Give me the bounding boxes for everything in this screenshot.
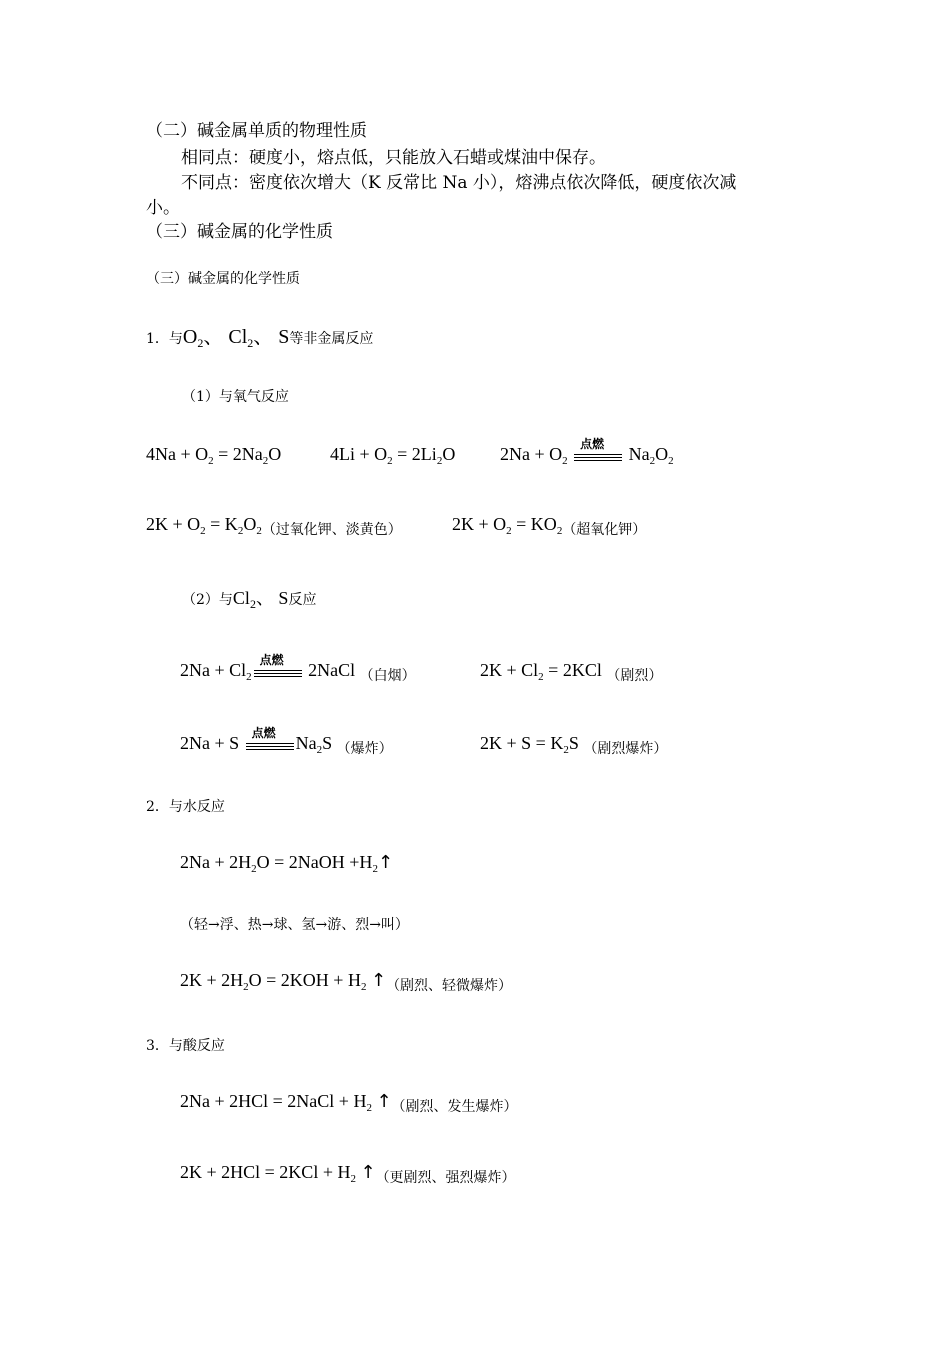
sub1-oxygen: （1）与氧气反应 [182,389,289,405]
part2-title: 2．与水反应 [146,799,225,815]
diff-points-line1: 不同点：密度依次增大（K 反常比 Na 小），熔沸点依次降低，硬度依次减 [181,173,737,193]
part1-title-prefix: 1．与 [146,331,183,347]
eq-k-cl2: $2K + Cl_2 = 2KCl$ $_{(剧烈)}$ [480,660,663,684]
gas-arrow-icon: ↑ [376,1091,392,1112]
gas-arrow-icon: ↑ [370,970,387,991]
note-k2o2: （过氧化钾、淡黄色） [261,522,402,538]
eq-k-s: $2K + S = K_2S$ $_{(剧烈爆炸)}$ [480,733,668,757]
ignite-condition: 点燃 [246,736,294,754]
eq-na-s: 2Na + S 点燃 $Na_2S$ $_{(爆炸)}$ [180,725,393,757]
note-ko2: （超氧化钾） [562,522,647,538]
ignite-condition: 点燃 [574,447,622,465]
sub2-title [182,584,316,610]
nonmetal-symbols: $O_2$、 $Cl_2$、 S [182,326,290,350]
eq-na-o2-na2o: $4Na + O_2 = 2Na_2O$ [146,444,282,467]
eq-k-o2-k2o2: $2K + O_2 = K_2O_{2(过氧化钾、淡黄色)}$ [146,514,402,538]
eq-na-hcl: 2Na + 2HCl = 2NaCl + $H_2$ $↑_{(剧烈、发生爆炸)}$ [180,1091,518,1115]
gas-arrow-icon: ↑ [377,852,394,873]
eq-k-water: $2K + 2H_2O = 2KOH + H_2$ $↑_{(剧烈、轻微爆炸)}$ [180,970,513,994]
note-kcl: （剧烈） [606,668,663,684]
eq-k-hcl: $2K + 2HCl = 2KCl + H_2$ $↑_{(更剧烈、强烈爆炸)}$ [180,1162,516,1186]
part1-title [146,320,373,349]
part3-title: 3．与酸反应 [146,1038,225,1054]
eq-na-water: $2Na + 2H_2O$ = 2NaOH $+H_2↑$ [180,852,394,875]
diff-points-line2: 小。 [146,198,180,218]
note-na2s: （爆炸） [336,741,393,757]
eq-k-o2-ko2: $2K + O_2 = KO_{2(超氧化钾)}$ [452,514,647,538]
note-nacl: （白烟） [359,668,416,684]
same-points: 相同点：硬度小，熔点低，只能放入石蜡或煤油中保存。 [181,148,606,168]
na-water-mnemonic: （轻→浮、热→球、氢→游、烈→叫） [180,917,409,933]
sub2-prefix: （2）与 [182,592,233,608]
ignite-condition: 点燃 [254,663,302,681]
eq-na-cl2: $2Na + Cl_2$ 点燃 2NaCl $_{(白烟)}$ [180,652,416,684]
sub2-symbols: $Cl_2$、 S [232,588,289,611]
section3-heading-small: （三）碱金属的化学性质 [146,271,300,287]
note-k-hcl: （更剧烈、强烈爆炸） [375,1170,516,1186]
section2-heading: （二）碱金属单质的物理性质 [146,121,367,141]
gas-arrow-icon: ↑ [360,1162,376,1183]
note-k-water: （剧烈、轻微爆炸） [386,978,513,994]
note-na-hcl: （剧烈、发生爆炸） [391,1099,518,1115]
eq-li-o2: $4Li + O_2 = 2Li_2O$ [330,444,456,467]
note-k2s: （剧烈爆炸） [583,741,668,757]
part1-title-suffix: 等非金属反应 [289,331,374,347]
sub2-suffix: 反应 [288,592,317,608]
eq-na-o2-na2o2: $2Na + O_2$ 点燃 $Na_2O_2$ [500,436,674,467]
section3-heading: （三）碱金属的化学性质 [146,222,333,242]
